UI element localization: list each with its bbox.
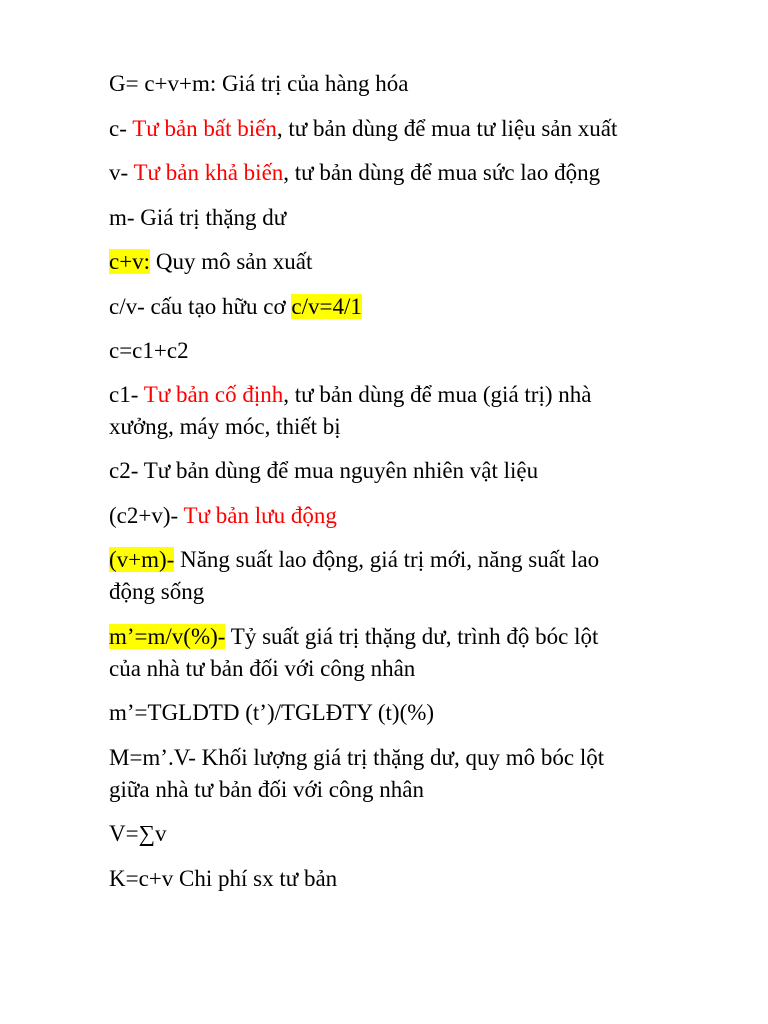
line-khoi-luong-cont [109, 774, 709, 805]
line-text: xưởng, máy móc, thiết bị [109, 414, 341, 439]
line-text: c2- Tư bản dùng để mua nguyên nhiên vật liệu [109, 458, 539, 483]
line-gia-tri-hang-hoa [109, 68, 709, 99]
highlighted-term: c+v: [109, 249, 151, 274]
line-text: V=∑v [109, 821, 167, 846]
line-cau-tao-huu-co [109, 291, 709, 322]
line-tgldtd [109, 697, 709, 728]
line-text: K=c+v Chi phí sx tư bản [109, 866, 338, 891]
red-term: Tư bản khả biến [133, 160, 284, 185]
line-gia-tri-thang-du [109, 202, 709, 233]
red-term: Tư bản lưu động [183, 503, 337, 528]
line-text: m- Giá trị thặng dư [109, 205, 287, 230]
line-text: Quy mô sản xuất [150, 249, 313, 274]
highlighted-term: c/v=4/1 [291, 294, 362, 319]
highlighted-term: (v+m)- [109, 547, 175, 572]
line-tu-ban-luu-dong [109, 500, 709, 531]
line-text: , tư bản dùng để mua tư liệu sản xuất [276, 116, 618, 141]
line-ty-suat [109, 621, 709, 652]
line-chi-phi [109, 863, 709, 894]
line-text: động sống [109, 579, 205, 604]
line-c-equals [109, 335, 709, 366]
line-text: M=m’.V- Khối lượng giá trị thặng dư, quy mô bóc lột [109, 745, 605, 770]
line-nang-suat [109, 544, 709, 575]
line-text: c/v- cấu tạo hữu cơ [109, 294, 292, 319]
line-text: m’=TGLDTD (t’)/TGLĐTY (t)(%) [109, 700, 435, 725]
line-text: (c2+v)- [109, 503, 184, 528]
line-text: , tư bản dùng để mua sức lao động [283, 160, 601, 185]
red-term: Tư bản cố định [143, 382, 284, 407]
line-quy-mo-san-xuat [109, 246, 709, 277]
line-tu-ban-kha-bien [109, 157, 709, 188]
line-text: , tư bản dùng để mua (giá trị) nhà [283, 382, 592, 407]
line-khoi-luong [109, 742, 709, 773]
line-text: giữa nhà tư bản đối với công nhân [109, 777, 424, 802]
line-tu-ban-bat-bien [109, 113, 709, 144]
red-term: Tư bản bất biến [132, 116, 277, 141]
line-ty-suat-cont [109, 653, 709, 684]
line-text: v- [109, 160, 134, 185]
line-v-sum [109, 818, 709, 849]
line-text: c1- [109, 382, 144, 407]
line-c2 [109, 455, 709, 486]
line-text: c- [109, 116, 133, 141]
line-tu-ban-co-dinh [109, 379, 709, 410]
line-text: c=c1+c2 [109, 338, 189, 363]
line-text: Năng suất lao động, giá trị mới, năng suất lao [174, 547, 600, 572]
line-text: G= c+v+m: Giá trị của hàng hóa [109, 71, 409, 96]
line-nang-suat-cont [109, 576, 709, 607]
line-text: Tỷ suất giá trị thặng dư, trình độ bóc lột [225, 624, 599, 649]
line-text: của nhà tư bản đối với công nhân [109, 656, 416, 681]
highlighted-term: m’=m/v(%)- [109, 624, 226, 649]
line-tu-ban-co-dinh-cont [109, 411, 709, 442]
